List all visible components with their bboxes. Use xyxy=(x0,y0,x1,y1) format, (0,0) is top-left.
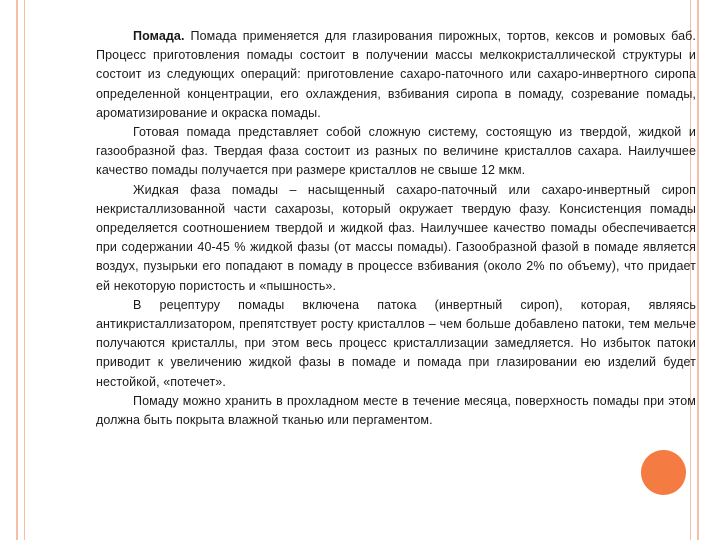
document-body xyxy=(96,27,696,430)
frame-line-left-inner xyxy=(24,0,25,540)
decorative-circle xyxy=(641,450,686,495)
paragraph-storage: Помаду можно хранить в прохладном месте в течение месяца, поверхность помады при этом должна быть покрыта влажной тканью или пергаментом. xyxy=(96,393,696,428)
paragraph-phases: Готовая помада представляет собой сложную систему, состоящую из твердой, жидкой и газообразной фаз. Твердая фаза состоит из разных по величине кристаллов сахара. Наилучшее качество помады получается при размере кристаллов не свыше 12 мкм. xyxy=(96,125,696,178)
frame-line-right-outer xyxy=(697,0,699,540)
paragraph-liquid-phase: Жидкая фаза помады – насыщенный сахаро-паточный или сахаро-инвертный сироп некристаллизованной части сахарозы, который окружает твердую фазу. Консистенция помады определяется соотношением твердой и жидкой фаз. Наилучшее качество помады обеспечивается при содержании 40-45 % жидкой фазы (от массы помады). Газообразной фазой в помаде является воздух, пузырьки его попадают в помаду в процессе взбивания (около 2% по объему), что придает ей некоторую пористость и «пышность». xyxy=(96,182,696,293)
paragraph-recipe: В рецептуру помады включена патока (инвертный сироп), которая, являясь антикристаллизатором, препятствует росту кристаллов – чем больше добавлено патоки, тем мельче получаются кристаллы, при этом весь процесс кристаллизации замедляется. Но избыток патоки приводит к увеличению жидкой фазы в помаде и помада при глазировании ею изделий будет нестойкой, «потечет». xyxy=(96,297,696,389)
paragraph-intro xyxy=(96,27,696,123)
paragraph-lead-term: Помада. xyxy=(133,29,185,43)
frame-line-left-outer xyxy=(16,0,18,540)
paragraph-text: Помада применяется для глазирования пирожных, тортов, кексов и ромовых баб. Процесс приготовления помады состоит в получении массы мелкокристаллической структуры и состоит из следующих операций: приготовление сахаро-паточного или сахаро-инвертного сиропа определенной концентрации, его охлаждения, взбивания сиропа в помаду, созревание помады, ароматизирование и окраска помады. xyxy=(96,29,696,120)
